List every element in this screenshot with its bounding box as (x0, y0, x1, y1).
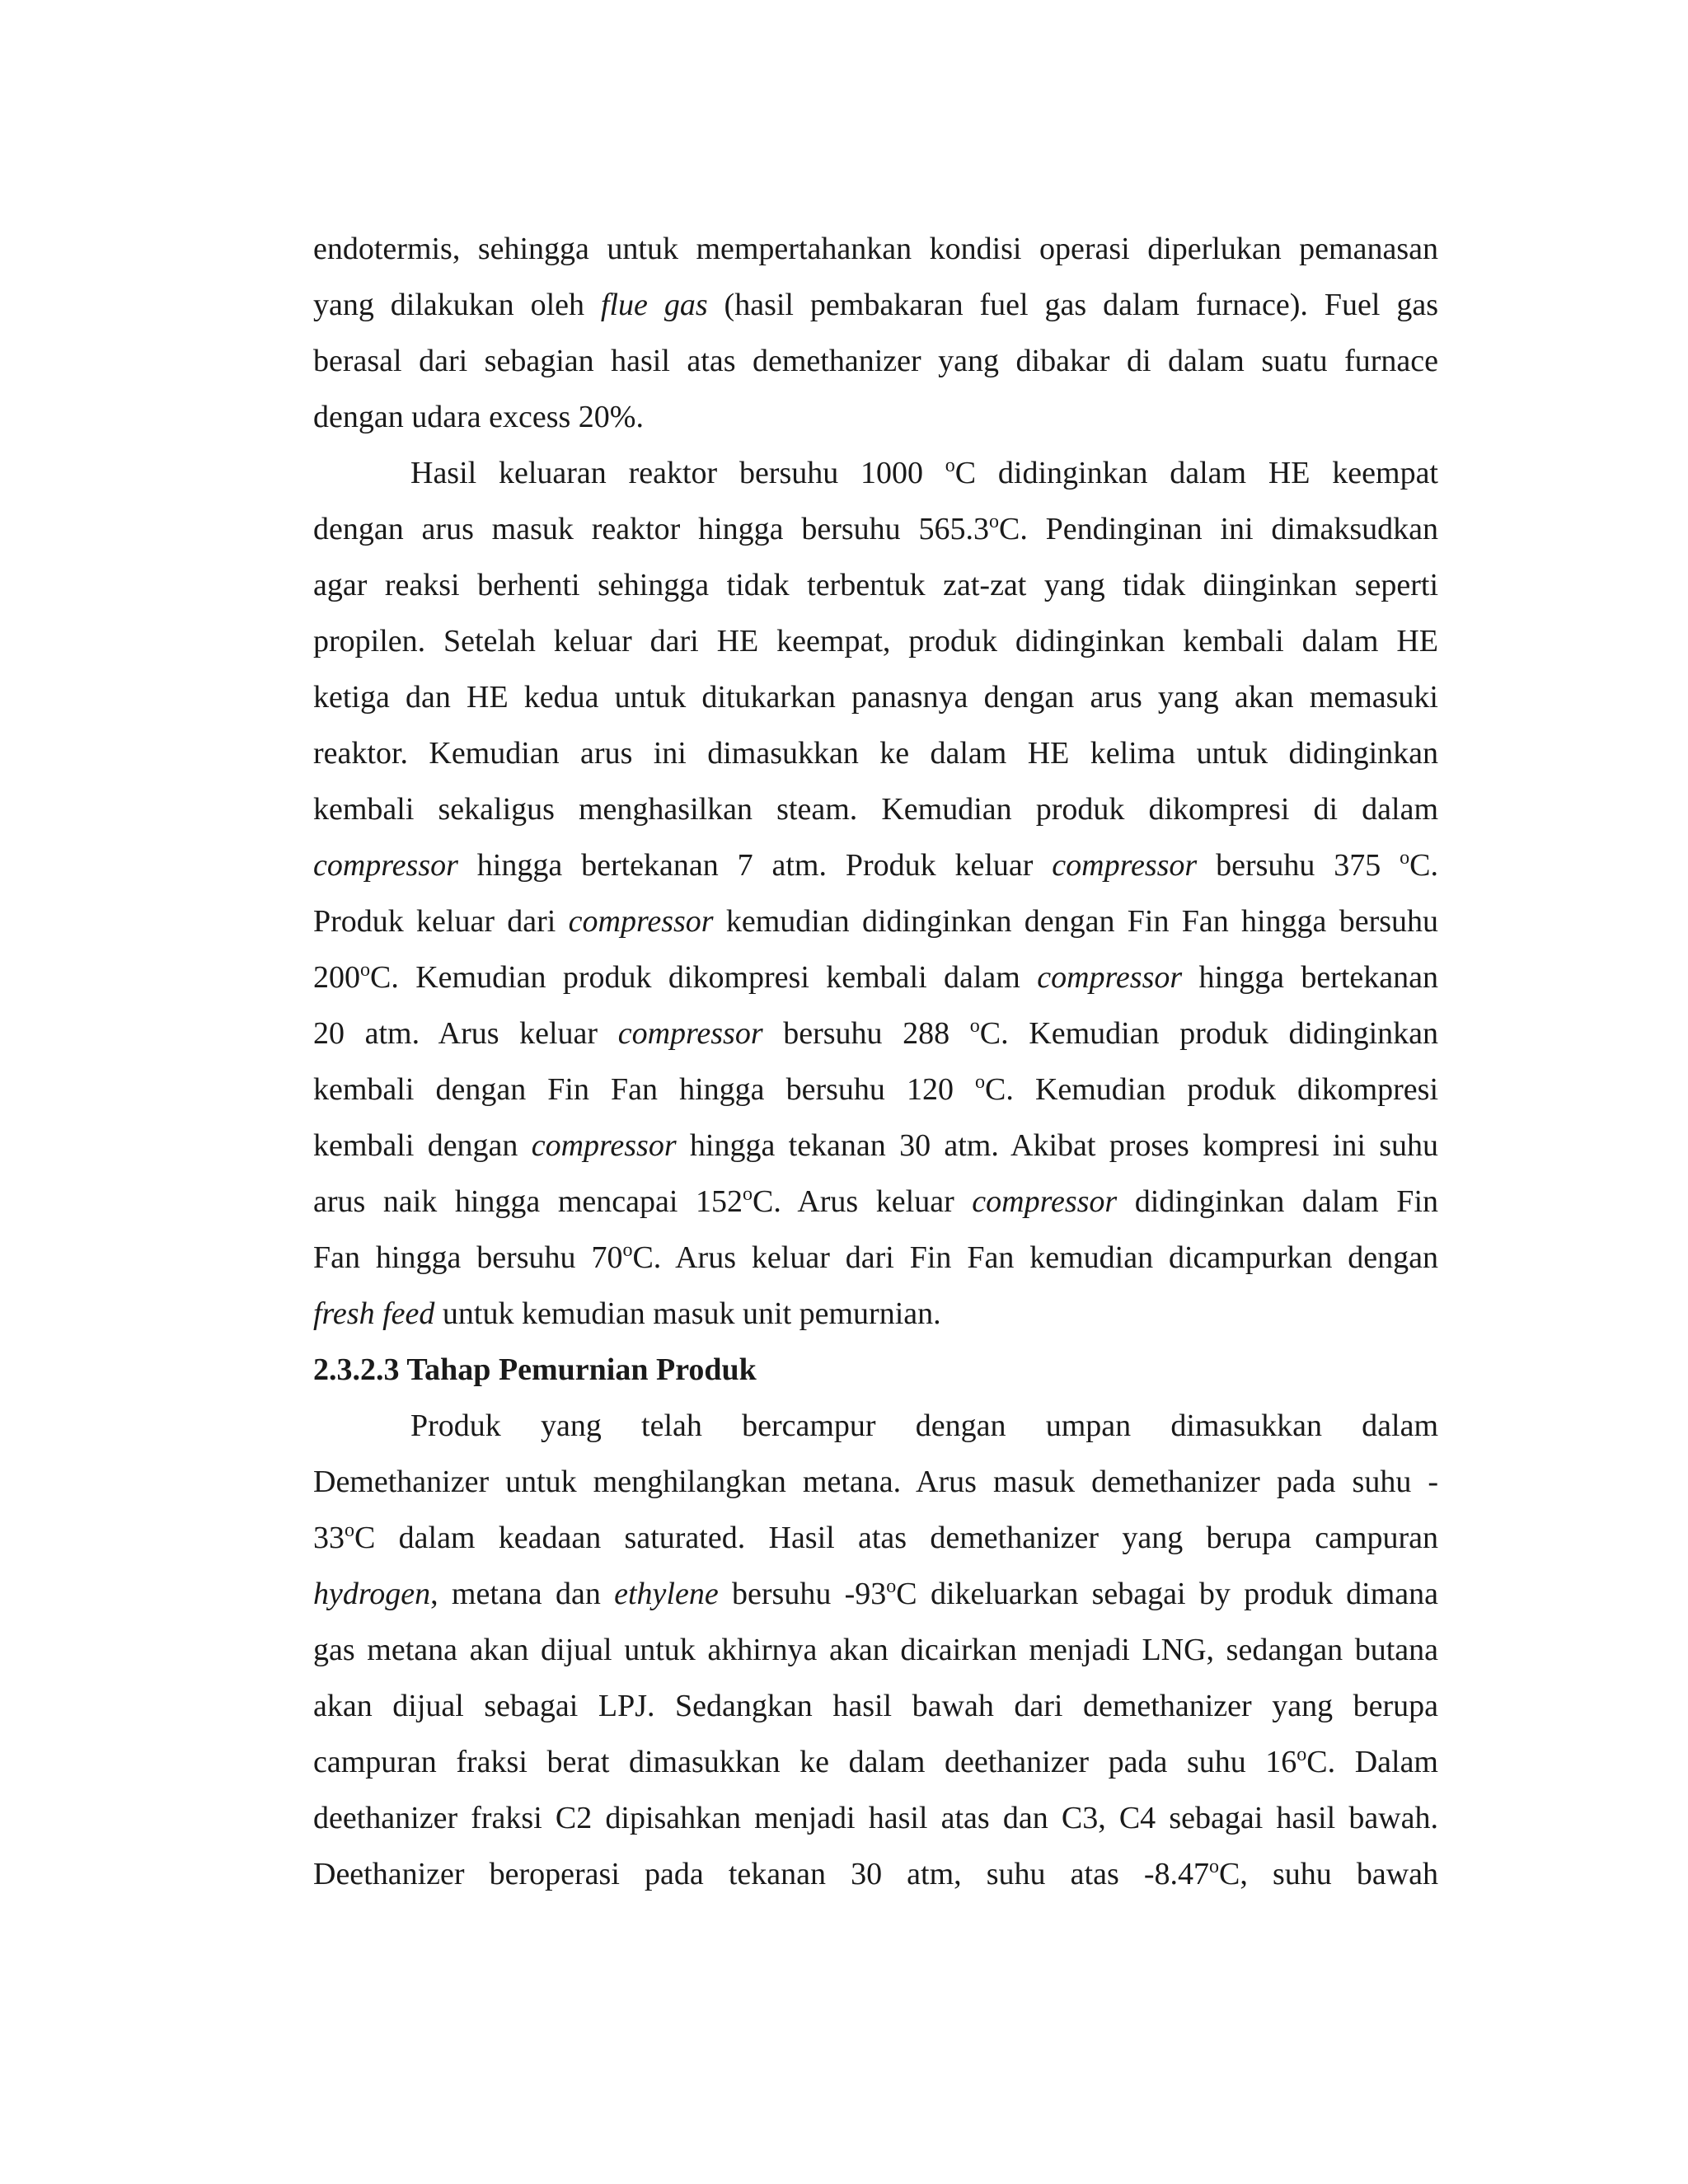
paragraph-line: campuran fraksi berat dimasukkan ke dalam deethanizer pada suhu 16$^o$C. Dalam (313, 1744, 1438, 1779)
paragraph-line: Demethanizer untuk menghilangkan metana. Arus masuk demethanizer pada suhu - (313, 1465, 1438, 1499)
paragraph-line: agar reaksi berhenti sehingga tidak terbentuk zat-zat yang tidak diinginkan seperti (313, 568, 1438, 602)
paragraph-line: Produk keluar dari compressor kemudian didinginkan dengan Fin Fan hingga bersuhu (313, 904, 1438, 939)
paragraph-line: fresh feed untuk kemudian masuk unit pemurnian. (313, 1296, 941, 1331)
paragraph-line: 20 atm. Arus keluar compressor bersuhu 288 $^o$C. Kemudian produk didinginkan (313, 1015, 1438, 1051)
body-text (313, 221, 1438, 1902)
paragraph-line: Produk yang telah bercampur dengan umpan dimasukkan dalam (410, 1408, 1438, 1443)
paragraph-line: Fan hingga bersuhu 70$^o$C. Arus keluar dari Fin Fan kemudian dicampurkan dengan (313, 1240, 1438, 1275)
paragraph-line: reaktor. Kemudian arus ini dimasukkan ke dalam HE kelima untuk didinginkan (313, 736, 1438, 771)
paragraph-line: kembali sekaligus menghasilkan steam. Kemudian produk dikompresi di dalam (313, 792, 1438, 827)
paragraph-line: ketiga dan HE kedua untuk ditukarkan panasnya dengan arus yang akan memasuki (313, 680, 1438, 715)
paragraph-line: yang dilakukan oleh flue gas (hasil pembakaran fuel gas dalam furnace). Fuel gas (313, 288, 1438, 322)
paragraph-line: hydrogen, metana dan ethylene bersuhu -93$^o$C dikeluarkan sebagai by produk dimana (313, 1576, 1438, 1611)
paragraph-line: compressor hingga bertekanan 7 atm. Produk keluar compressor bersuhu 375 $^o$C. (313, 847, 1438, 883)
paragraph-line: akan dijual sebagai LPJ. Sedangkan hasil bawah dari demethanizer yang berupa (313, 1689, 1438, 1723)
paragraph-line: arus naik hingga mencapai 152$^o$C. Arus keluar compressor didinginkan dalam Fin (313, 1183, 1438, 1219)
paragraph-line: deethanizer fraksi C2 dipisahkan menjadi hasil atas dan C3, C4 sebagai hasil bawah. (313, 1801, 1438, 1835)
paragraph-line: berasal dari sebagian hasil atas demethanizer yang dibakar di dalam suatu furnace (313, 344, 1438, 378)
paragraph-line: Deethanizer beroperasi pada tekanan 30 atm, suhu atas -8.47$^o$C, suhu bawah (313, 1856, 1438, 1891)
paragraph-line: endotermis, sehingga untuk mempertahankan kondisi operasi diperlukan pemanasan (313, 232, 1438, 266)
paragraph-line: dengan udara excess 20%. (313, 400, 644, 434)
section-heading: 2.3.2.3 Tahap Pemurnian Produk (313, 1352, 757, 1387)
paragraph-line: 200$^o$C. Kemudian produk dikompresi kembali dalam compressor hingga bertekanan (313, 959, 1438, 995)
paragraph-line: kembali dengan Fin Fan hingga bersuhu 120 $^o$C. Kemudian produk dikompresi (313, 1071, 1438, 1107)
paragraph-line: dengan arus masuk reaktor hingga bersuhu 565.3$^o$C. Pendinginan ini dimaksudkan (313, 511, 1438, 546)
paragraph-line: kembali dengan compressor hingga tekanan 30 atm. Akibat proses kompresi ini suhu (313, 1128, 1438, 1163)
paragraph-line: gas metana akan dijual untuk akhirnya akan dicairkan menjadi LNG, sedangan butana (313, 1633, 1438, 1667)
paragraph-line: propilen. Setelah keluar dari HE keempat, produk didinginkan kembali dalam HE (313, 624, 1438, 658)
paragraph-line: Hasil keluaran reaktor bersuhu 1000 $^o$C didinginkan dalam HE keempat (410, 455, 1438, 490)
paragraph-line: 33$^o$C dalam keadaan saturated. Hasil atas demethanizer yang berupa campuran (313, 1520, 1438, 1555)
